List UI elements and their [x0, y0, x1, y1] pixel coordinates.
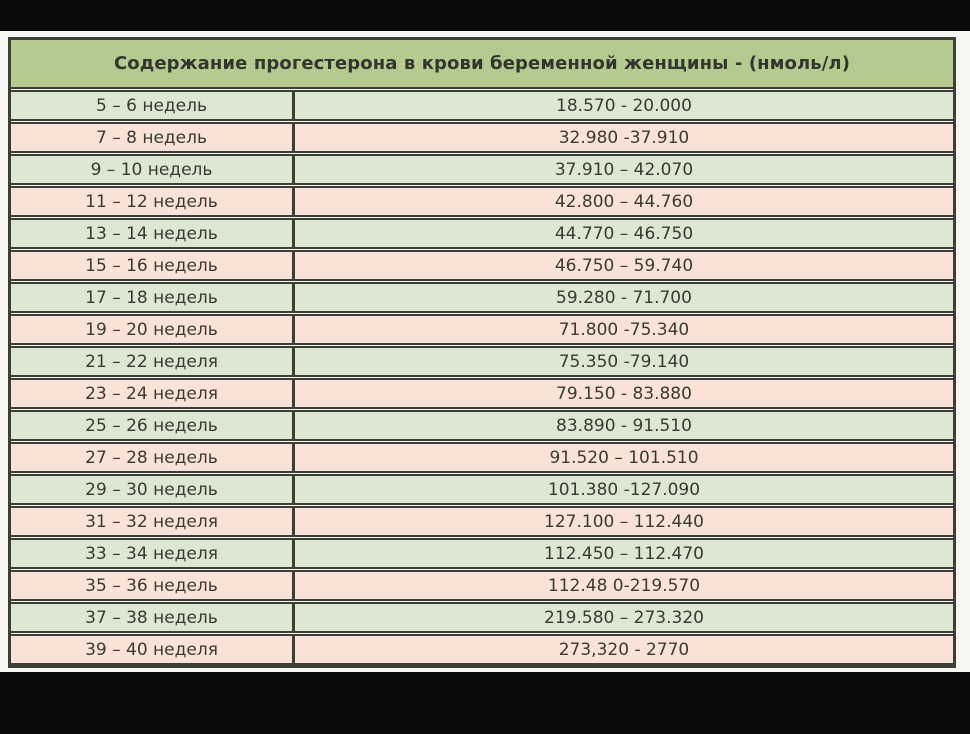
value-cell: 71.800 -75.340 — [558, 319, 690, 340]
value-cell: 83.890 - 91.510 — [556, 415, 692, 436]
weeks-cell: 31 – 32 неделя — [11, 508, 295, 535]
value-cell: 91.520 – 101.510 — [549, 447, 699, 468]
value-cell: 42.800 – 44.760 — [554, 191, 694, 212]
table-row — [11, 122, 953, 153]
weeks-cell: 37 – 38 недель — [11, 604, 295, 631]
table-row — [11, 410, 953, 441]
value-cell: 112.48 0-219.570 — [547, 575, 701, 596]
table-row — [11, 282, 953, 313]
table-row — [11, 442, 953, 473]
weeks-cell: 7 – 8 недель — [11, 124, 295, 151]
value-cell: 46.750 – 59.740 — [554, 255, 694, 276]
value-cell: 127.100 – 112.440 — [544, 511, 704, 532]
value-cell: 79.150 - 83.880 — [556, 383, 692, 404]
table-row — [11, 186, 953, 217]
weeks-cell: 15 – 16 недель — [11, 252, 295, 279]
value-cell: 44.770 – 46.750 — [554, 223, 694, 244]
value-cell: 75.350 -79.140 — [558, 351, 690, 372]
weeks-cell: 9 – 10 недель — [11, 156, 295, 183]
table-row — [11, 506, 953, 537]
value-cell: 219.580 – 273.320 — [544, 607, 704, 628]
weeks-cell: 11 – 12 недель — [11, 188, 295, 215]
weeks-cell: 29 – 30 недель — [11, 476, 295, 503]
table-row — [11, 378, 953, 409]
progesterone-table — [8, 37, 956, 668]
table-row — [11, 346, 953, 377]
table-row — [11, 154, 953, 185]
table-row — [11, 250, 953, 281]
weeks-cell: 27 – 28 недель — [11, 444, 295, 471]
content-panel — [0, 31, 970, 672]
weeks-cell: 39 – 40 неделя — [11, 636, 295, 663]
weeks-cell: 35 – 36 недель — [11, 572, 295, 599]
table-row — [11, 538, 953, 569]
table-row — [11, 90, 953, 121]
weeks-cell: 13 – 14 недель — [11, 220, 295, 247]
table-row — [11, 602, 953, 633]
value-cell: 37.910 – 42.070 — [554, 159, 694, 180]
table-body — [11, 90, 953, 665]
table-row — [11, 634, 953, 665]
table-row — [11, 474, 953, 505]
weeks-cell: 5 – 6 недель — [11, 92, 295, 119]
weeks-cell: 19 – 20 недель — [11, 316, 295, 343]
weeks-cell: 25 – 26 недель — [11, 412, 295, 439]
table-row — [11, 570, 953, 601]
value-cell: 32.980 -37.910 — [558, 127, 690, 148]
weeks-cell: 17 – 18 недель — [11, 284, 295, 311]
weeks-cell: 33 – 34 неделя — [11, 540, 295, 567]
value-cell: 101.380 -127.090 — [547, 479, 701, 500]
weeks-cell: 23 – 24 неделя — [11, 380, 295, 407]
table-row — [11, 218, 953, 249]
weeks-cell: 21 – 22 неделя — [11, 348, 295, 375]
table-row — [11, 314, 953, 345]
value-cell: 59.280 - 71.700 — [556, 287, 692, 308]
table-title: Содержание прогестерона в крови беременной женщины - (нмоль/л) — [11, 40, 953, 89]
value-cell: 18.570 - 20.000 — [556, 95, 692, 116]
value-cell: 112.450 – 112.470 — [544, 543, 704, 564]
value-cell: 273,320 - 2770 — [558, 639, 690, 660]
